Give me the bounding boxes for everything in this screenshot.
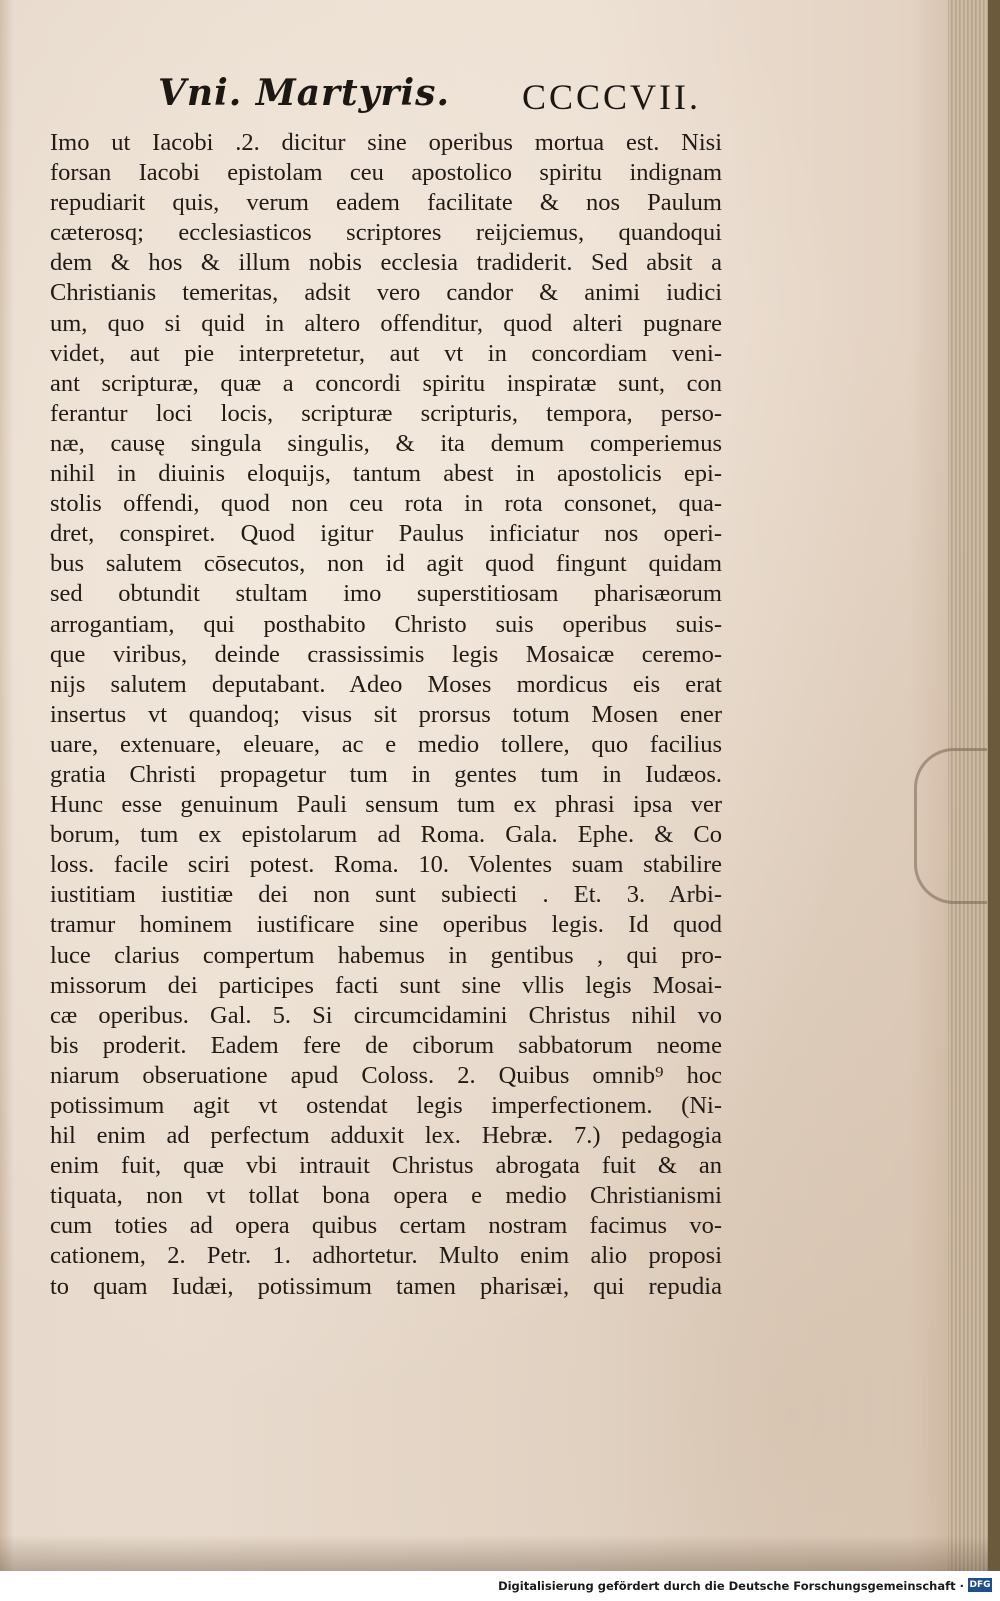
text-line: cæ operibus. Gal. 5. Si circumcidamini Christus nihil vo: [50, 1001, 722, 1029]
text-line: luce clarius compertum habemus in gentibus , qui pro-: [50, 941, 722, 969]
text-line: repudiarit quis, verum eadem facilitate & nos Paulum: [50, 189, 722, 217]
folio-number: CCCCVII.: [522, 77, 702, 117]
running-head: Vni. Martyris.: [158, 72, 450, 114]
text-line: um, quo si quid in altero offenditur, quod alteri pugnare: [50, 309, 722, 337]
text-line: to quam Iudæi, potissimum tamen pharisæi, qui repudia: [50, 1272, 722, 1300]
text-line: cum toties ad opera quibus certam nostram facimus vo-: [50, 1212, 722, 1240]
text-line: uare, extenuare, eleuare, ac e medio tollere, quo facilius: [50, 730, 722, 758]
text-line: bus salutem cōsecutos, non id agit quod fingunt quidam: [50, 550, 722, 578]
text-line: Imo ut Iacobi .2. dicitur sine operibus mortua est. Nisi: [50, 129, 722, 156]
clip-mark: [914, 748, 987, 904]
text-line: borum, tum ex epistolarum ad Roma. Gala. Ephe. & Co: [50, 821, 722, 849]
text-line: dem & hos & illum nobis ecclesia tradiderit. Sed absit a: [50, 249, 722, 277]
text-line: stolis offendi, quod non ceu rota in rota consonet, qua-: [50, 490, 722, 518]
digitization-credit: Digitalisierung gefördert durch die Deutsche Forschungsgemeinschaft ·: [498, 1579, 964, 1593]
text-line: forsan Iacobi epistolam ceu apostolico spiritu indignam: [50, 159, 722, 187]
text-line: nihil in diuinis eloquijs, tantum abest in apostolicis epi-: [50, 460, 722, 488]
text-line: næ, causę singula singulis, & ita demum comperiemus: [50, 429, 722, 457]
text-line: iustitiam iustitiæ dei non sunt subiecti . Et. 3. Arbi-: [50, 881, 722, 909]
text-line: ferantur loci locis, scripturæ scripturis, tempora, perso-: [50, 399, 722, 427]
text-line: bis proderit. Eadem fere de ciborum sabbatorum neome: [50, 1031, 722, 1059]
text-line: ant scripturæ, quæ a concordi spiritu inspiratæ sunt, con: [50, 369, 722, 397]
body-text: [50, 128, 722, 1302]
dfg-logo: DFG: [969, 1580, 991, 1590]
text-line: Christianis temeritas, adsit vero candor & animi iudici: [50, 279, 722, 307]
text-line: gratia Christi propagetur tum in gentes tum in Iudæos.: [50, 760, 722, 788]
text-line: arrogantiam, qui posthabito Christo suis operibus suis-: [50, 610, 722, 638]
text-line: Hunc esse genuinum Pauli sensum tum ex phrasi ipsa ver: [50, 791, 722, 819]
text-line: cationem, 2. Petr. 1. adhortetur. Multo enim alio proposi: [50, 1242, 722, 1270]
text-line: enim fuit, quæ vbi intrauit Christus abrogata fuit & an: [50, 1152, 722, 1180]
text-line: tramur hominem iustificare sine operibus legis. Id quod: [50, 911, 722, 939]
text-line: missorum dei participes facti sunt sine vllis legis Mosai-: [50, 971, 722, 999]
page-bottom-shadow: [0, 1535, 988, 1571]
text-line: dret, conspiret. Quod igitur Paulus inficiatur nos operi-: [50, 520, 722, 548]
text-line: cæterosq; ecclesiasticos scriptores reijciemus, quandoqui: [50, 219, 722, 247]
text-line: nijs salutem deputabant. Adeo Moses mordicus eis erat: [50, 670, 722, 698]
footer-bar: [0, 1571, 1000, 1601]
text-line: videt, aut pie interpretetur, aut vt in concordiam veni-: [50, 339, 722, 367]
text-line: potissimum agit vt ostendat legis imperfectionem. (Ni-: [50, 1092, 722, 1119]
text-line: hil enim ad perfectum adduxit lex. Hebræ. 7.) pedagogia: [50, 1122, 722, 1150]
text-line: loss. facile sciri potest. Roma. 10. Volentes suam stabilire: [50, 851, 722, 879]
text-line: que viribus, deinde crassissimis legis Mosaicæ ceremo-: [50, 640, 722, 668]
text-line: tiquata, non vt tollat bona opera e medio Christianismi: [50, 1182, 722, 1210]
text-line: niarum obseruatione apud Coloss. 2. Quibus omnib⁹ hoc: [50, 1061, 722, 1089]
text-line: sed obtundit stultam imo superstitiosam pharisæorum: [50, 580, 722, 608]
text-line: insertus vt quandoq; visus sit prorsus totum Mosen ener: [50, 700, 722, 728]
